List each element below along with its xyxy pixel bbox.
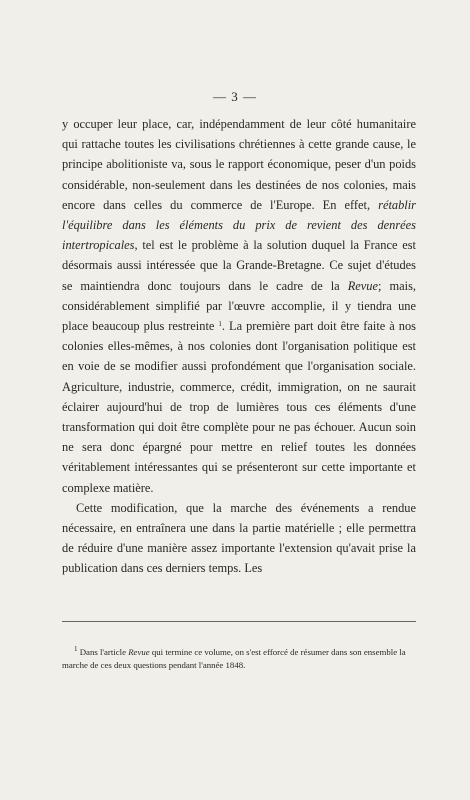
paragraph-1-part-c: , tel est le problème à la solution duquel la France est désormais aussi intéressée que la Grande-Bretagne. Ce sujet d'études se maintiendra donc toujours dans le cadre de la bbox=[62, 238, 416, 293]
page-number: — 3 — bbox=[213, 89, 257, 104]
paragraph-1 bbox=[62, 114, 416, 498]
footnote-text bbox=[62, 646, 416, 672]
footnote bbox=[62, 646, 416, 672]
footnote-mark: 1 bbox=[74, 645, 78, 653]
paragraph-1-italic-phrase: rétablir l'équilibre dans les éléments du prix de revient des denrées intertropicales bbox=[62, 197, 416, 253]
main-text bbox=[62, 114, 416, 579]
paragraph-1-part-a: y occuper leur place, car, indépendamment de leur côté humanitaire qui rattache toutes les civilisations chrétiennes à cette grande cause, le principe abolitioniste va, sous le rapport économique, peser d'un poids considérable, non-seulement dans les destinées de nos colonies, mais encore dans celles du commerce de l'Europe. En effet, bbox=[62, 117, 416, 212]
footnote-italic-revue: Revue bbox=[128, 647, 150, 657]
paragraph-1-part-f: . La première part doit être faite à nos colonies elles-mêmes, à nos colonies dont l'organisation politique est en voie de se modifier aussi profondément que l'organisation sociale. Agriculture, industrie, commerce, crédit, immigration, on ne saurait éclairer aujourd'hui de trop de lumières tous ces éléments d'une transformation qui doit être complète pour ne pas échouer. Aucun soin ne sera donc épargné pour mettre en relief toutes les données véritablement intéressantes qui se présenteront sur cette importante et complexe matière. bbox=[62, 319, 416, 495]
footnote-reference[interactable]: 1 bbox=[218, 320, 222, 329]
footnote-divider bbox=[62, 621, 416, 622]
footnote-part-c: qui termine ce volume, on s'est efforcé de résumer dans son ensemble la marche de ces deux questions pendant l'année 1848. bbox=[62, 647, 406, 670]
paragraph-2: Cette modification, que la marche des événements a rendue nécessaire, en entraînera une dans la partie matérielle ; elle permettra de réduire d'une manière assez importante l'extension qu'avait prise la publication dans ces derniers temps. Les bbox=[62, 500, 416, 576]
paragraph-1-italic-revue: Revue bbox=[347, 278, 378, 293]
paragraph-1-part-e: ; mais, considérablement simplifié par l'œuvre accomplie, il y tiendra une place beaucoup plus restreinte bbox=[62, 278, 416, 334]
footnote-part-a: Dans l'article bbox=[77, 647, 129, 657]
